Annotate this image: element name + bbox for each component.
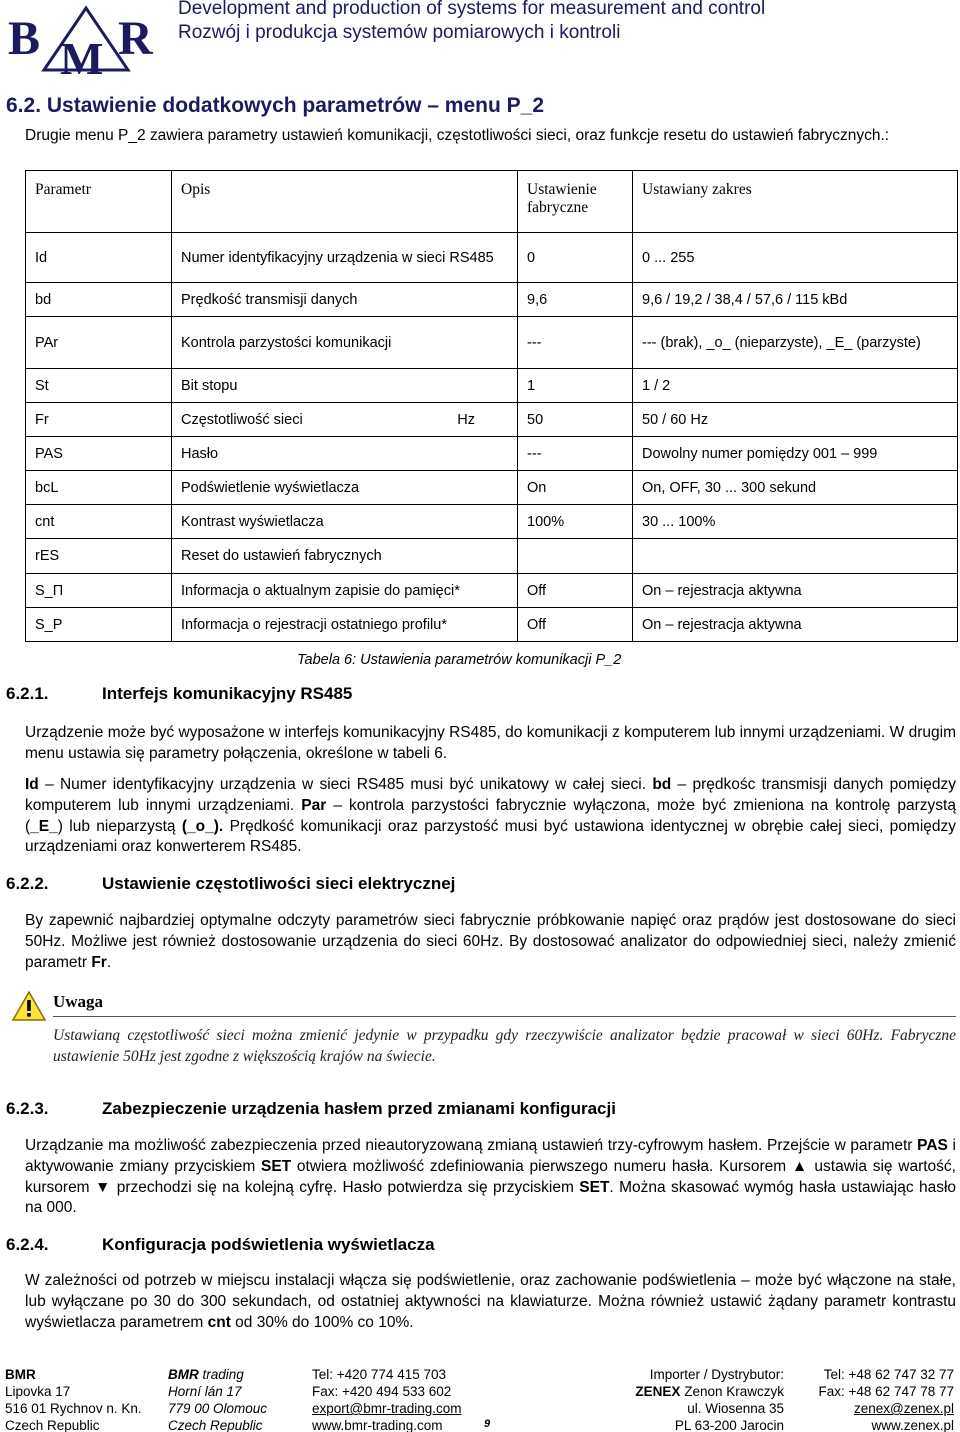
footer-trading-contact [312,1366,462,1432]
default-cell: On [518,471,633,505]
table-row [26,437,958,471]
footer-company: ZENEX Zenon Krawczyk [635,1384,784,1399]
table-row [26,608,958,642]
table-row [26,283,958,317]
warning-divider [53,1016,956,1017]
range-cell: 9,6 / 19,2 / 38,4 / 57,6 / 115 kBd [633,283,958,317]
description-cell: Informacja o aktualnym zapisie do pamięci* [172,574,518,608]
footer-line: Lipovka 17 [5,1384,71,1399]
table-row [26,403,958,437]
header-tagline-en: Development and production of systems for measurement and control [178,0,766,19]
subsection-heading-624 [6,1235,435,1255]
footer-trading-address [168,1366,267,1432]
subsection-number: 6.2.3. [6,1099,49,1118]
footer-line: Tel: +48 62 747 32 77 [823,1367,954,1382]
footer-company [168,1366,267,1383]
table-header-row [26,171,958,233]
paragraph-623-1 [25,1136,956,1219]
table-row [26,539,958,574]
default-cell: 1 [518,369,633,403]
footer-line: Czech Republic [5,1418,100,1432]
range-cell: On, OFF, 30 ... 300 sekund [633,471,958,505]
footer-line: Importer / Dystrybutor: [649,1367,784,1382]
footer-distributor [624,1366,784,1432]
param-cell: Id [26,233,172,283]
frequency-unit: Hz [457,411,475,428]
param-cell: cnt [26,505,172,539]
subsection-number: 6.2.1. [6,684,49,703]
range-cell: 30 ... 100% [633,505,958,539]
text-run: Prędkość komunikacji oraz parzystość musi być ustawiona identycznej w obrębie całej sieci, pomiędzy urządzeniami oraz konwerterem RS485. [25,817,957,856]
bold-term: Par [301,796,327,814]
text-run: Urządzanie ma możliwość zabezpieczenia przed nieautoryzowaną zmianą ustawień trzy-cyfrowym hasłem. Przejście w parametr [25,1137,918,1154]
footer-bmr-address [5,1366,142,1432]
default-cell: 0 [518,233,633,283]
subsection-title: Interfejs komunikacyjny RS485 [102,684,353,703]
param-cell: PAS [26,437,172,471]
table-row [26,369,958,403]
footer-website[interactable]: www.zenex.pl [871,1418,954,1432]
description-cell: Podświetlenie wyświetlacza [172,471,518,505]
text-run: By zapewnić najbardziej optymalne odczyty parametrów sieci fabrycznie próbkowanie napięć oraz prądów jest dostosowane do sieci 50Hz. Możliwe jest również dostosowanie urządzenia do sieci 60Hz. By dostosować analizator do odpowiedniej sieci, należy zmienić parametr [25,912,956,971]
description-cell: Hasło [172,437,518,471]
text-run: otwiera możliwość zdefiniowania pierwszego numeru hasła. Kursorem ▲ ustawia się wartość, kursorem ▼ przechodzi się na kolejną cyfrę. Hasło potwierdza się przyciskiem [25,1157,956,1196]
parameters-table [25,170,958,642]
default-cell: 9,6 [518,283,633,317]
subsection-heading-622 [6,874,455,894]
default-cell: Off [518,608,633,642]
footer-email-link[interactable]: zenex@zenex.pl [853,1401,954,1416]
footer-line: Tel: +420 774 415 703 [312,1367,446,1382]
range-cell: --- (brak), _o_ (nieparzyste), _E_ (parzyste) [633,317,958,369]
header-cell: Ustawienie fabryczne [518,171,633,233]
subsection-title: Ustawienie częstotliwości sieci elektrycznej [102,874,456,893]
bmr-logo [6,4,166,76]
logo-letter-r: R [118,12,153,65]
header-cell: Opis [172,171,518,233]
table-row [26,317,958,369]
text-run: . [106,953,112,971]
header-tagline-pl: Rozwój i produkcja systemów pomiarowych i kontroli [178,22,621,43]
footer-company: BMR [5,1367,36,1382]
subsection-heading-621 [6,684,352,704]
description-cell: Kontrola parzystości komunikacji [172,317,518,369]
bold-term: SET [579,1178,610,1196]
range-cell: 0 ... 255 [633,233,958,283]
logo-letter-m: M [60,33,104,76]
description-cell: Reset do ustawień fabrycznych [172,539,518,574]
footer-distributor-contact [802,1366,954,1432]
table-row [26,574,958,608]
subsection-heading-623 [6,1099,616,1119]
range-cell: On – rejestracja aktywna [633,608,958,642]
footer-website[interactable]: www.bmr-trading.com [312,1418,443,1432]
bold-term: _E_ [30,817,58,835]
table-row [26,233,958,283]
footer-line: ul. Wiosenna 35 [687,1401,784,1416]
footer-line: 779 00 Olomouc [168,1401,268,1416]
paragraph-621-1: Urządzenie może być wyposażone w interfejs komunikacyjny RS485, do komunikacji z komputerem lub innymi urządzeniami. W drugim menu ustawia się parametry połączenia, określone w tabeli 6. [25,724,956,762]
default-cell: 100% [518,505,633,539]
default-cell: Off [518,574,633,608]
param-cell: S_П [26,574,172,608]
subsection-title: Konfiguracja podświetlenia wyświetlacza [102,1235,435,1254]
paragraph-621-2 [25,775,956,858]
param-cell: bd [26,283,172,317]
bold-term: cnt [207,1313,231,1331]
default-cell [518,539,633,574]
section-intro [25,126,956,147]
page-number: 9 [484,1418,491,1430]
warning-title: Uwaga [53,992,104,1011]
table-row [26,505,958,539]
text-run: . Można skasować wymóg hasła ustawiając hasło na 000. [25,1178,957,1217]
intro-text: Drugie menu P_2 zawiera parametry ustawień komunikacji, częstotliwości sieci, oraz funkcje resetu do ustawień fabrycznych.: [25,127,890,144]
text-run: ) lub nieparzystą [57,817,182,835]
paragraph-622-1 [25,911,956,973]
range-cell: 1 / 2 [633,369,958,403]
table-row [26,471,958,505]
default-cell: --- [518,437,633,471]
text-run: od 30% do 100% co 10%. [230,1313,414,1331]
default-cell: --- [518,317,633,369]
param-cell: S_P [26,608,172,642]
bold-term: (_o_). [181,817,224,835]
logo-letter-b: B [8,12,41,65]
subsection-title: Zabezpieczenie urządzenia hasłem przed zmianami konfiguracji [102,1099,616,1118]
section-title: 6.2. Ustawienie dodatkowych parametrów – menu P_2 [6,94,545,117]
bold-term: PAS [917,1137,948,1154]
subsection-number: 6.2.2. [6,874,49,893]
text-run: – Numer identyfikacyjny urządzenia w sieci RS485 musi być unikatowy w całej sieci. [38,776,653,793]
warning-icon [12,990,46,1022]
default-cell: 50 [518,403,633,437]
footer-trading: trading [202,1367,244,1382]
range-cell: On – rejestracja aktywna [633,574,958,608]
param-cell: bcL [26,471,172,505]
param-cell: St [26,369,172,403]
description-cell: Prędkość transmisji danych [172,283,518,317]
footer-email-link[interactable]: export@bmr-trading.com [312,1401,462,1416]
bold-term: Fr [91,953,107,971]
table-body [26,233,958,642]
page-footer [0,1362,960,1432]
paragraph-624-1 [25,1271,956,1333]
header-cell: Parametr [26,171,172,233]
footer-line: Fax: +420 494 533 602 [312,1384,452,1399]
footer-line: PL 63-200 Jarocin [674,1418,784,1432]
page-header [0,0,960,80]
bold-term: bd [652,776,672,793]
range-cell [633,539,958,574]
footer-line: Fax: +48 62 747 78 77 [818,1384,954,1399]
range-cell: Dowolny numer pomiędzy 001 – 999 [633,437,958,471]
subsection-number: 6.2.4. [6,1235,49,1254]
param-cell: rES [26,539,172,574]
bold-term: SET [261,1157,292,1175]
description-cell: Kontrast wyświetlacza [172,505,518,539]
param-cell: PAr [26,317,172,369]
text-run: i aktywowanie zmiany przyciskiem [25,1137,956,1175]
description-cell: Informacja o rejestracji ostatniego profilu* [172,608,518,642]
description-cell: Bit stopu [172,369,518,403]
param-cell: Fr [26,403,172,437]
description-cell: Częstotliwość sieci Hz [172,403,518,437]
bold-term: Id [25,776,39,793]
text-run: – prędkośc transmisji danych pomiędzy komputerem lub innymi urządzeniami. [25,776,956,814]
text-run: W zależności od potrzeb w miejscu instalacji włącza się podświetlenie, oraz zachowanie podświetlenia – może być włączone na stałe, lub wyłączane po 30 do 300 sekundach, od ostatniej aktywności na klawiaturze. Można również ustawić żądany parametr kontrastu wyświetlacza parametrem [25,1272,956,1331]
table-caption: Tabela 6: Ustawienia parametrów komunikacji P_2 [297,652,622,668]
footer-line: Czech Republic [168,1418,263,1432]
footer-line: 516 01 Rychnov n. Kn. [5,1401,142,1416]
range-cell: 50 / 60 Hz [633,403,958,437]
footer-bmr-bold: BMR [168,1367,199,1382]
warning-text: Ustawianą częstotliwość sieci można zmienić jedynie w przypadku gdy rzeczywiście analizator będzie pracował w sieci 60Hz. Fabryczne ustawienie 50Hz jest zgodne z większością krajów na świecie. [53,1027,956,1065]
description-cell: Numer identyfikacyjny urządzenia w sieci RS485 [172,233,518,283]
text-run: – kontrola parzystości fabrycznie wyłączona, może być zmieniona na kontrolę parzystą ( [25,796,956,835]
footer-line: Horní lán 17 [168,1384,242,1399]
header-cell: Ustawiany zakres [633,171,958,233]
